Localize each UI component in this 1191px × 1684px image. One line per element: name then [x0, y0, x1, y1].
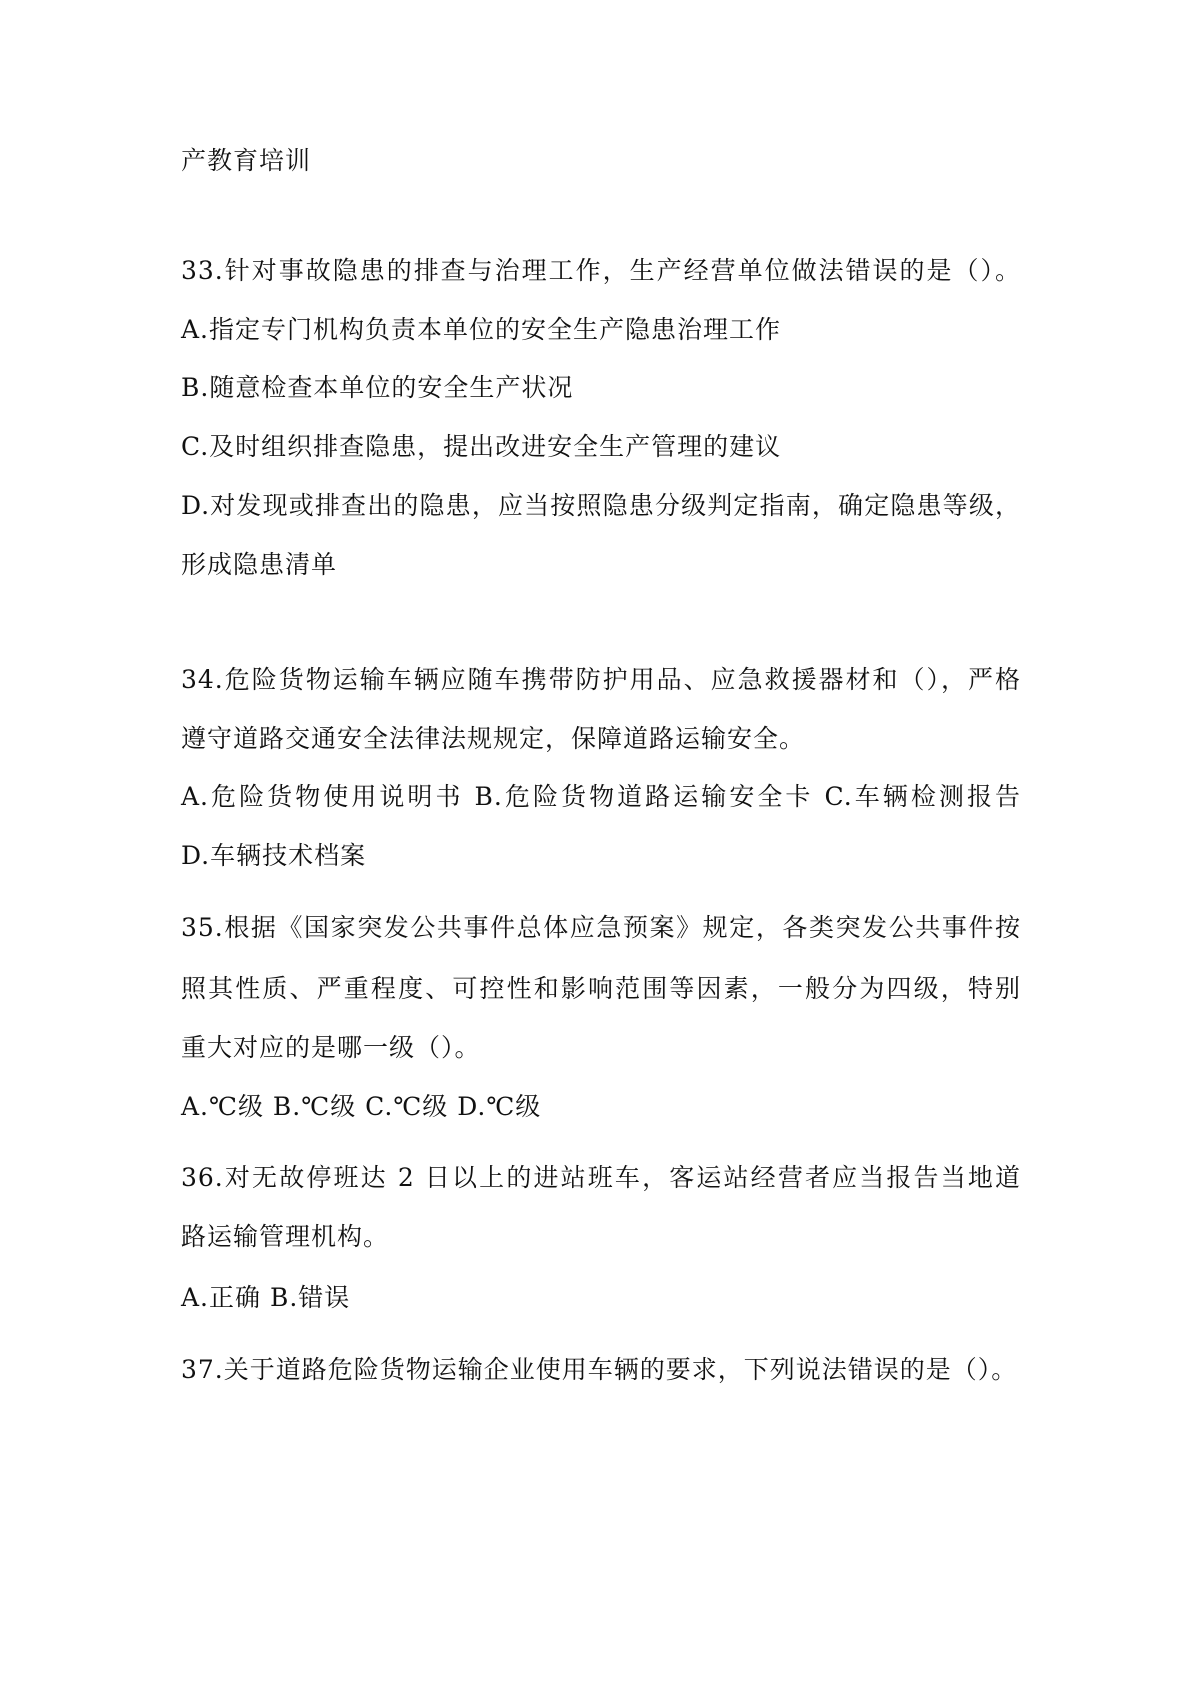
- question-35-cont-1: 照其性质、严重程度、可控性和影响范围等因素，一般分为四级，特别: [181, 974, 1021, 1003]
- question-34-cont: 遵守道路交通安全法律法规规定，保障道路运输安全。: [181, 724, 806, 753]
- question-33-option-b: B.随意检查本单位的安全生产状况: [181, 373, 574, 402]
- question-34-options-abc: A.危险货物使用说明书 B.危险货物道路运输安全卡 C.车辆检测报告: [181, 782, 1021, 811]
- question-34-option-d: D.车辆技术档案: [181, 841, 367, 870]
- question-36-cont: 路运输管理机构。: [181, 1222, 390, 1251]
- question-36: 36.对无故停班达 2 日以上的进站班车，客运站经营者应当报告当地道: [181, 1163, 1021, 1192]
- question-33: 33.针对事故隐患的排查与治理工作，生产经营单位做法错误的是（）。: [181, 256, 1021, 285]
- question-33-option-c: C.及时组织排查隐患，提出改进安全生产管理的建议: [181, 432, 782, 461]
- question-35-cont-2: 重大对应的是哪一级（）。: [181, 1033, 481, 1062]
- text-line-continuation: 产教育培训: [181, 146, 312, 175]
- question-33-option-d: D.对发现或排查出的隐患，应当按照隐患分级判定指南，确定隐患等级，: [181, 491, 1021, 520]
- question-36-options: A.正确 B.错误: [181, 1283, 351, 1312]
- question-33-option-a: A.指定专门机构负责本单位的安全生产隐患治理工作: [181, 315, 782, 344]
- question-35: 35.根据《国家突发公共事件总体应急预案》规定，各类突发公共事件按: [181, 913, 1021, 942]
- question-35-options: A.℃级 B.℃级 C.℃级 D.℃级: [181, 1092, 542, 1121]
- question-33-option-d-cont: 形成隐患清单: [181, 550, 338, 579]
- question-37: 37.关于道路危险货物运输企业使用车辆的要求，下列说法错误的是（）。: [181, 1355, 1018, 1384]
- question-34: 34.危险货物运输车辆应随车携带防护用品、应急救援器材和（），严格: [181, 665, 1021, 694]
